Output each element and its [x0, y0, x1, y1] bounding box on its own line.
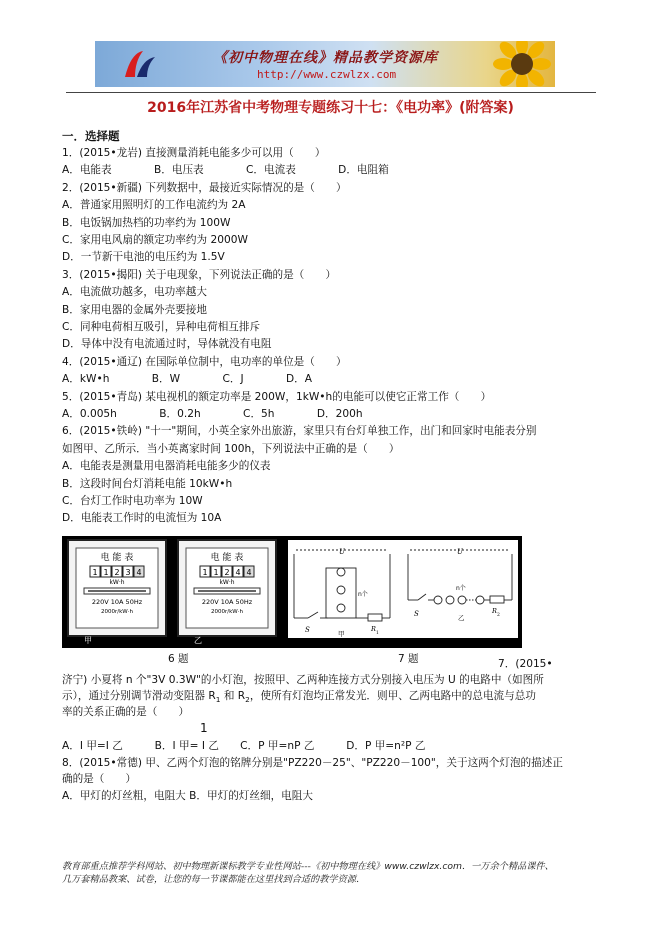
figure-caption-6: 6 题: [168, 653, 189, 665]
footer-line-2: 几万套精品教案、试卷，让您的每一节课都能在这里找到合适的教学资源．: [62, 874, 366, 885]
meter-b-unit: kW·h: [219, 579, 235, 586]
circuit-b-s: S: [414, 610, 419, 618]
circuit-a-u: U: [339, 548, 345, 556]
q8-line-1: 8．(2015•常德) 甲、乙两个灯泡的铭牌分别是"PZ220－25"、"PZ220－100"，关于这两个灯泡的描述正: [62, 757, 563, 769]
question-line: D．电能表工作时的电流恒为 10A: [62, 512, 222, 525]
circuit-a-n: n个: [358, 591, 368, 598]
meter-a-rate: 2000r/kW·h: [101, 609, 133, 615]
question-line: B．家用电器的金属外壳要接地: [62, 303, 207, 316]
q7-line-2-c: ，使所有灯泡均正常发光．则甲、乙两电路中的总电流与总功: [249, 690, 536, 702]
question-line: D．一节新干电池的电压约为 1.5V: [62, 251, 225, 264]
q7-head: 7．(2015•: [498, 658, 553, 670]
question-line: A．电能表 B．电压表 C．电流表 D．电阻箱: [62, 164, 389, 177]
q7-line-2-b: 和 R: [220, 690, 246, 702]
circuit-b-label: 乙: [458, 614, 465, 622]
meter-a-label: 电 能 表: [100, 553, 134, 563]
meter-b-spec: 220V 10A 50Hz: [201, 598, 253, 606]
header-banner: [95, 41, 555, 87]
figure-meters-circuits: [62, 536, 522, 648]
q7-sub-2: 2: [245, 695, 250, 705]
site-logo-icon: [123, 49, 157, 79]
q7-sub-1: 1: [215, 695, 221, 705]
q7-line-1: 济宁) 小夏将 n 个"3V 0.3W"的小灯泡，按照甲、乙两种连接方式分别接入电压为 U 的电路中（如图所: [62, 674, 544, 686]
question-line: C．同种电荷相互吸引，异种电荷相互排斥: [62, 321, 261, 333]
question-line: A．0.005h B．0.2h C．5h D．200h: [62, 408, 363, 420]
meter-digit: 4: [136, 568, 142, 577]
meter-a-unit: kW·h: [109, 579, 125, 586]
circuit-a-r1-sub: 1: [376, 631, 379, 636]
question-line: D．导体中没有电流通过时，导体就没有电阻: [62, 338, 272, 351]
circuit-b-u: U: [457, 548, 463, 556]
meter-digit: 4: [246, 568, 252, 577]
meter-b-caption: 乙: [194, 636, 202, 645]
banner-title: 《初中物理在线》精品教学资源库: [213, 50, 438, 66]
q8-line-2: 确的是（ ）: [62, 773, 137, 785]
question-line: A．电流做功越多，电功率越大: [62, 286, 207, 299]
meter-a: [68, 540, 166, 636]
footer-line-1: 教育部重点推荐学科网站、初中物理新课标教学专业性网站---《初中物理在线》www.czwlzx.com．一万余个精品课件、: [62, 861, 554, 872]
question-line: C．台灯工作时电功率为 10W: [62, 495, 203, 507]
meter-digit: 3: [125, 568, 131, 577]
question-line: A．普通家用照明灯的工作电流约为 2A: [62, 199, 246, 212]
question-line: 如图甲、乙所示．当小英离家时间 100h，下列说法中正确的是（ ）: [62, 442, 400, 455]
meter-digit: 1: [92, 568, 98, 577]
banner-url[interactable]: http://www.czwlzx.com: [257, 68, 397, 81]
meter-a-caption: 甲: [84, 636, 92, 645]
circuit-b-r2: R: [492, 607, 497, 615]
meter-digit: 1: [202, 568, 208, 577]
page-footer: [62, 860, 622, 886]
meter-digit: 1: [213, 568, 219, 577]
question-line: A．电能表是测量用电器消耗电能多少的仪表: [62, 460, 271, 473]
q7-options: A．I 甲=I 乙 B．I 甲= I 乙 C．P 甲=nP 乙 D．P 甲=n²P 乙: [62, 740, 426, 752]
q7-line-3: 率的关系正确的是（ ）: [62, 706, 190, 718]
question-line: 3．(2015•揭阳) 关于电现象，下列说法正确的是（ ）: [62, 268, 337, 281]
q7-line-2-a: 示），通过分别调节滑动变阻器 R: [62, 690, 216, 702]
circuit-a-label: 甲: [338, 630, 345, 638]
question-line: 4．(2015•通辽) 在国际单位制中，电功率的单位是（ ）: [62, 355, 347, 368]
question-line: B．这段时间台灯消耗电能 10kW•h: [62, 477, 233, 490]
question-line: 5．(2015•青岛) 某电视机的额定功率是 200W，1kW•h的电能可以使它正常工作（ ）: [62, 390, 492, 403]
circuit-b-n: n个: [456, 585, 466, 592]
page-title: 2016年江苏省中考物理专题练习十七：《电功率》(附答案): [147, 100, 514, 116]
q8-line-3: A．甲灯的灯丝粗，电阻大 B．甲灯的灯丝细，电阻大: [62, 790, 313, 802]
meter-digit: 1: [103, 568, 109, 577]
question-line: C．家用电风扇的额定功率约为 2000W: [62, 234, 248, 246]
meter-b-rate: 2000r/kW·h: [211, 609, 243, 615]
header-rule: [66, 92, 596, 93]
meter-digit: 4: [235, 568, 241, 577]
circuits-panel: [288, 540, 518, 638]
question-line: A．kW•h B．W C．J D．A: [62, 373, 312, 386]
circuit-a-s: S: [305, 626, 310, 634]
question-line: B．电饭锅加热档的功率约为 100W: [62, 216, 231, 229]
question-line: 1．(2015•龙岩) 直接测量消耗电能多少可以用（ ）: [62, 147, 326, 159]
meter-a-spec: 220V 10A 50Hz: [91, 598, 143, 606]
q7-fraction: 1: [200, 721, 208, 735]
meter-b-label: 电 能 表: [210, 553, 244, 563]
circuit-a-r1: R: [371, 625, 376, 633]
figure-caption-7: 7 题: [398, 653, 419, 665]
circuit-b-r2-sub: 2: [497, 613, 500, 618]
question-line: 2．(2015•新疆) 下列数据中，最接近实际情况的是（ ）: [62, 181, 347, 194]
meter-digit: 2: [114, 568, 120, 577]
sunflower-icon: [493, 41, 551, 87]
section-heading: 一．选择题: [62, 129, 120, 143]
meter-digit: 2: [224, 568, 230, 577]
question-line: 6．(2015•铁岭) "十一"期间，小英全家外出旅游，家里只有台灯单独工作，出门和回家时电能表分别: [62, 425, 537, 438]
meter-b: [178, 540, 276, 636]
